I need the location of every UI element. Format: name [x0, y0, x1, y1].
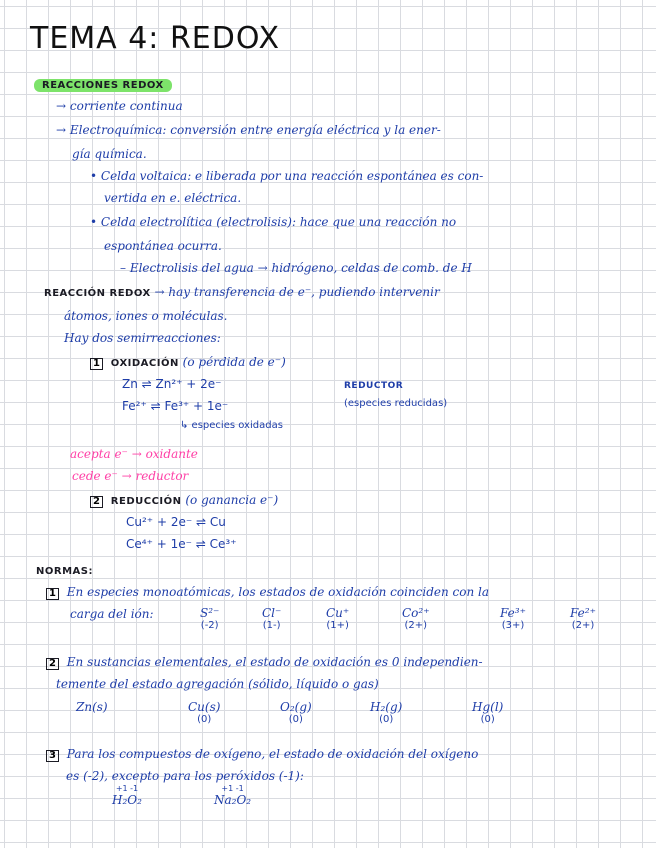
redox-definition: [44, 286, 440, 300]
pink-note: acepta e⁻ → oxidante: [70, 447, 198, 461]
regla-1-text: carga del ión:: [70, 607, 154, 621]
section-heading: [34, 80, 172, 92]
bullet-line: • Celda electrolítica (electrolisis): hace que una reacción no: [90, 215, 457, 229]
peroxide-example: [214, 784, 251, 807]
element-ox-state: (0): [379, 714, 394, 725]
ion-example: [326, 606, 349, 631]
normas-heading: NORMAS:: [36, 566, 93, 577]
element-ox-state: (0): [480, 714, 495, 725]
redox-def-text: → hay transferencia de e⁻, pudiendo intervenir: [154, 285, 440, 299]
section-heading-highlight: REACCIONES REDOX: [34, 79, 172, 92]
ion-symbol: Fe³⁺: [500, 606, 526, 620]
redox-label: REACCIÓN REDOX: [44, 288, 151, 299]
ion-symbol: Cu⁺: [326, 606, 350, 620]
bullet-line: espontánea ocurra.: [104, 239, 222, 253]
regla-2-text: temente del estado agregación (sólido, líquido o gas): [56, 677, 379, 691]
regla-3: [46, 748, 478, 762]
ion-example: [570, 606, 596, 631]
ion-ox-state: (1+): [326, 620, 349, 631]
bullet-line: vertida en e. eléctrica.: [104, 191, 242, 205]
bullet-line: gía química.: [72, 147, 147, 161]
peroxide-ox-state: +1 -1: [115, 784, 139, 793]
peroxide-formula: H₂O₂: [112, 793, 142, 807]
number-box-icon: 2: [90, 496, 103, 508]
ion-example: [402, 606, 430, 631]
reduccion-label: REDUCCIÓN: [110, 496, 182, 507]
peroxide-formula: Na₂O₂: [214, 793, 252, 807]
redox-def-line: átomos, iones o moléculas.: [64, 309, 228, 323]
bullet-line: → Electroquímica: conversión entre energía eléctrica y la ener-: [56, 123, 441, 137]
regla-3-text: Para los compuestos de oxígeno, el estado de oxidación del oxígeno: [66, 747, 479, 761]
number-box-icon: 1: [90, 358, 103, 370]
number-box-icon: 3: [46, 750, 59, 762]
redox-def-line: Hay dos semirreacciones:: [64, 331, 221, 345]
oxidacion-label: OXIDACIÓN: [110, 358, 179, 369]
bullet-line: – Electrolisis del agua → hidrógeno, celdas de comb. de H: [120, 261, 472, 275]
reduccion-note: (o ganancia e⁻): [185, 493, 279, 507]
oxidacion-heading: [90, 356, 286, 370]
especies-oxidadas-label: ↳ especies oxidadas: [180, 420, 283, 431]
ion-ox-state: (2+): [404, 620, 428, 631]
element-example: [188, 700, 220, 725]
reduccion-equation: Cu²⁺ + 2e⁻ ⇌ Cu: [126, 515, 226, 529]
regla-1: [46, 586, 489, 600]
oxidacion-equation: Fe²⁺ ⇌ Fe³⁺ + 1e⁻: [122, 399, 229, 413]
element-example: [280, 700, 312, 725]
ion-ox-state: (-2): [200, 620, 219, 631]
regla-3-text: es (-2), excepto para los peróxidos (-1):: [66, 769, 304, 783]
bullet-line: • Celda voltaica: e liberada por una reacción espontánea es con-: [90, 169, 484, 183]
regla-2: [46, 656, 483, 670]
element-ox-state: (0): [197, 714, 212, 725]
regla-1-text: En especies monoatómicas, los estados de oxidación coinciden con la: [66, 585, 490, 599]
element-ox-state: (0): [288, 714, 303, 725]
element-example: [76, 700, 108, 714]
element-symbol: Cu(s): [188, 700, 221, 714]
ion-symbol: S²⁻: [200, 606, 220, 620]
ion-ox-state: (3+): [501, 620, 525, 631]
reduccion-equation: Ce⁴⁺ + 1e⁻ ⇌ Ce³⁺: [126, 537, 237, 551]
element-symbol: Zn(s): [76, 700, 108, 714]
oxidacion-note: (o pérdida de e⁻): [182, 355, 286, 369]
ion-example: [262, 606, 281, 631]
element-symbol: O₂(g): [280, 700, 312, 714]
number-box-icon: 1: [46, 588, 59, 600]
ion-symbol: Cl⁻: [262, 606, 282, 620]
pink-note: cede e⁻ → reductor: [72, 469, 189, 483]
ion-example: [500, 606, 526, 631]
oxidacion-equation: Zn ⇌ Zn²⁺ + 2e⁻: [122, 377, 222, 391]
ion-example: [200, 606, 219, 631]
ion-symbol: Fe²⁺: [570, 606, 596, 620]
bullet-line: → corriente continua: [56, 99, 183, 113]
peroxide-example: [112, 784, 142, 807]
number-box-icon: 2: [46, 658, 59, 670]
page-title: TEMA 4: REDOX: [30, 21, 281, 56]
especies-reducidas-label: (especies reducidas): [344, 398, 448, 409]
element-symbol: Hg(l): [472, 700, 504, 714]
element-example: [472, 700, 503, 725]
reductor-label: REDUCTOR: [344, 381, 404, 391]
element-example: [370, 700, 402, 725]
regla-2-text: En sustancias elementales, el estado de oxidación es 0 independien-: [66, 655, 483, 669]
ion-symbol: Co²⁺: [402, 606, 430, 620]
reduccion-heading: [90, 494, 278, 508]
title-underline: [34, 64, 204, 65]
ion-ox-state: (1-): [262, 620, 281, 631]
element-symbol: H₂(g): [370, 700, 403, 714]
peroxide-ox-state: +1 -1: [221, 784, 244, 793]
ion-ox-state: (2+): [571, 620, 595, 631]
